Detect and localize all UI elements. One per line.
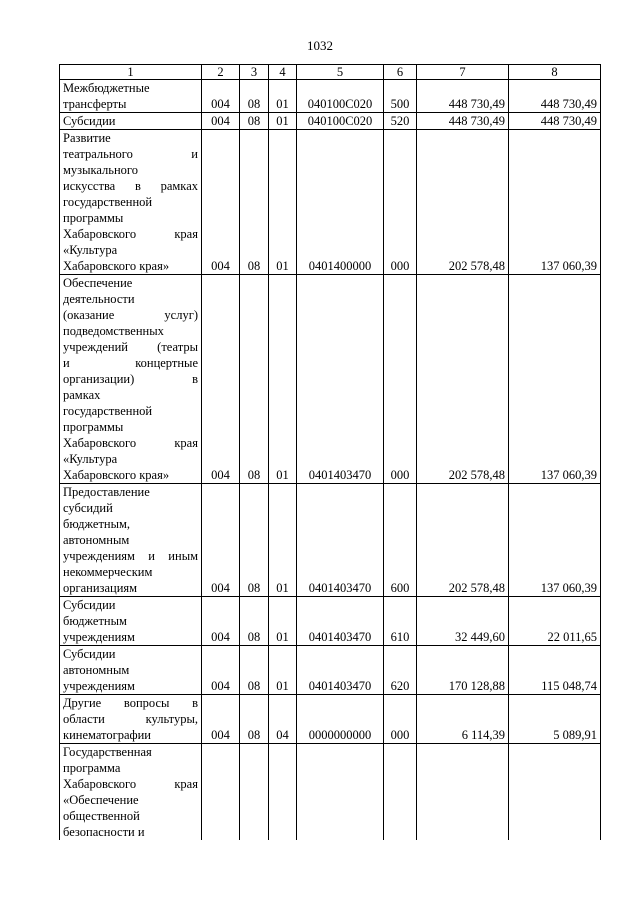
row-name-line: «Культура xyxy=(63,243,118,257)
amount-col7-cell: 202 578,48 xyxy=(417,130,509,275)
subsection-code-cell: 01 xyxy=(269,275,297,484)
row-name-line: программа xyxy=(63,761,121,775)
amount-col8-cell: 5 089,91 xyxy=(509,695,601,744)
row-name-cell xyxy=(60,113,202,130)
amount-col8-cell: 137 060,39 xyxy=(509,275,601,484)
section-code-cell: 08 xyxy=(240,597,269,646)
row-name-cell xyxy=(60,597,202,646)
header-cell: 2 xyxy=(202,65,240,80)
row-name-line: музыкального xyxy=(63,163,138,177)
amount-col7-cell: 32 449,60 xyxy=(417,597,509,646)
row-name-line: искусства в рамках xyxy=(63,179,198,193)
amount-col8-cell: 137 060,39 xyxy=(509,484,601,597)
row-name-line: Предоставление xyxy=(63,485,150,499)
table-row xyxy=(60,275,601,484)
row-name-line: учреждениям xyxy=(63,630,135,644)
row-name-line: автономным xyxy=(63,533,130,547)
row-name-line: организациям xyxy=(63,581,138,595)
subsection-code-cell: 01 xyxy=(269,597,297,646)
row-name-line: учреждениям и иным xyxy=(63,549,198,563)
page-number: 1032 xyxy=(307,38,333,53)
row-name-cell xyxy=(60,744,202,841)
section-code-cell xyxy=(240,744,269,841)
table-row xyxy=(60,113,601,130)
row-name-line: рамках xyxy=(63,388,101,402)
row-name-line: Межбюджетные xyxy=(63,81,150,95)
expense-type-cell: 000 xyxy=(384,275,417,484)
row-name-line: Государственная xyxy=(63,745,152,759)
ministry-code-cell: 004 xyxy=(202,695,240,744)
amount-col7-cell: 6 114,39 xyxy=(417,695,509,744)
table-body xyxy=(60,80,601,841)
subsection-code-cell: 01 xyxy=(269,130,297,275)
ministry-code-cell: 004 xyxy=(202,80,240,113)
subsection-code-cell xyxy=(269,744,297,841)
row-name-line: бюджетным, xyxy=(63,517,131,531)
row-name-cell xyxy=(60,484,202,597)
row-name-line: некоммерческим xyxy=(63,565,153,579)
row-name-line: области культуры, xyxy=(63,712,198,726)
table-row xyxy=(60,130,601,275)
amount-col7-cell: 448 730,49 xyxy=(417,113,509,130)
row-name-line: Субсидии xyxy=(63,647,116,661)
ministry-code-cell: 004 xyxy=(202,275,240,484)
section-code-cell: 08 xyxy=(240,275,269,484)
row-name-line: программы xyxy=(63,211,124,225)
target-article-cell: 0000000000 xyxy=(297,695,384,744)
section-code-cell: 08 xyxy=(240,80,269,113)
row-name-line: «Культура xyxy=(63,452,118,466)
amount-col7-cell: 202 578,48 xyxy=(417,484,509,597)
section-code-cell: 08 xyxy=(240,695,269,744)
expense-type-cell: 600 xyxy=(384,484,417,597)
subsection-code-cell: 01 xyxy=(269,484,297,597)
row-name-cell xyxy=(60,695,202,744)
expense-type-cell: 610 xyxy=(384,597,417,646)
expense-type-cell: 000 xyxy=(384,695,417,744)
header-row xyxy=(60,65,601,80)
row-name-line: общественной xyxy=(63,809,140,823)
target-article-cell: 040100С020 xyxy=(297,113,384,130)
row-name-line: бюджетным xyxy=(63,614,127,628)
header-cell: 1 xyxy=(60,65,202,80)
subsection-code-cell: 01 xyxy=(269,80,297,113)
row-name-line: Субсидии xyxy=(63,598,116,612)
header-cell: 3 xyxy=(240,65,269,80)
target-article-cell: 0401400000 xyxy=(297,130,384,275)
amount-col7-cell: 448 730,49 xyxy=(417,80,509,113)
row-name-line: Хабаровского края» xyxy=(63,259,170,273)
row-name-line: Другие вопросы в xyxy=(63,696,198,710)
ministry-code-cell: 004 xyxy=(202,130,240,275)
amount-col8-cell: 22 011,65 xyxy=(509,597,601,646)
amount-col8-cell: 448 730,49 xyxy=(509,80,601,113)
ministry-code-cell: 004 xyxy=(202,113,240,130)
row-name-cell xyxy=(60,275,202,484)
budget-table xyxy=(59,64,601,840)
subsection-code-cell: 04 xyxy=(269,695,297,744)
row-name-line: Хабаровского края xyxy=(63,777,198,791)
row-name-line: субсидий xyxy=(63,501,113,515)
amount-col7-cell xyxy=(417,744,509,841)
target-article-cell: 0401403470 xyxy=(297,275,384,484)
row-name-line: государственной xyxy=(63,404,153,418)
expense-type-cell: 500 xyxy=(384,80,417,113)
target-article-cell: 0401403470 xyxy=(297,597,384,646)
row-name-line: учреждениям xyxy=(63,679,135,693)
row-name-line: кинематографии xyxy=(63,728,152,742)
header-cell: 5 xyxy=(297,65,384,80)
row-name-line: Хабаровского края xyxy=(63,227,198,241)
expense-type-cell: 520 xyxy=(384,113,417,130)
row-name-line: Субсидии xyxy=(63,114,116,128)
target-article-cell: 0401403470 xyxy=(297,484,384,597)
row-name-line: автономным xyxy=(63,663,130,677)
row-name-line: учреждений (театры xyxy=(63,340,198,354)
row-name-cell xyxy=(60,646,202,695)
amount-col8-cell: 137 060,39 xyxy=(509,130,601,275)
expense-type-cell: 000 xyxy=(384,130,417,275)
section-code-cell: 08 xyxy=(240,646,269,695)
section-code-cell: 08 xyxy=(240,130,269,275)
row-name-line: Развитие xyxy=(63,131,111,145)
row-name-cell xyxy=(60,130,202,275)
row-name-line: трансферты xyxy=(63,97,127,111)
amount-col8-cell: 115 048,74 xyxy=(509,646,601,695)
ministry-code-cell: 004 xyxy=(202,597,240,646)
row-name-line: деятельности xyxy=(63,292,135,306)
row-name-line: государственной xyxy=(63,195,153,209)
row-name-line: организации) в xyxy=(63,372,198,386)
ministry-code-cell xyxy=(202,744,240,841)
table-row xyxy=(60,80,601,113)
subsection-code-cell: 01 xyxy=(269,646,297,695)
ministry-code-cell: 004 xyxy=(202,484,240,597)
header-cell: 7 xyxy=(417,65,509,80)
row-name-line: Обеспечение xyxy=(63,276,133,290)
header-cell: 6 xyxy=(384,65,417,80)
amount-col8-cell xyxy=(509,744,601,841)
expense-type-cell: 620 xyxy=(384,646,417,695)
header-cell: 8 xyxy=(509,65,601,80)
row-name-line: Хабаровского края» xyxy=(63,468,170,482)
table-row xyxy=(60,484,601,597)
amount-col8-cell: 448 730,49 xyxy=(509,113,601,130)
row-name-line: подведомственных xyxy=(63,324,164,338)
table-row xyxy=(60,695,601,744)
table-row xyxy=(60,597,601,646)
amount-col7-cell: 202 578,48 xyxy=(417,275,509,484)
header-cell: 4 xyxy=(269,65,297,80)
row-name-line: театрального и xyxy=(63,147,198,161)
ministry-code-cell: 004 xyxy=(202,646,240,695)
section-code-cell: 08 xyxy=(240,484,269,597)
section-code-cell: 08 xyxy=(240,113,269,130)
target-article-cell xyxy=(297,744,384,841)
row-name-line: «Обеспечение xyxy=(63,793,139,807)
row-name-line: программы xyxy=(63,420,124,434)
table-row xyxy=(60,744,601,841)
target-article-cell: 040100С020 xyxy=(297,80,384,113)
target-article-cell: 0401403470 xyxy=(297,646,384,695)
table-row xyxy=(60,646,601,695)
row-name-line: безопасности и xyxy=(63,825,145,839)
row-name-line: Хабаровского края xyxy=(63,436,198,450)
subsection-code-cell: 01 xyxy=(269,113,297,130)
amount-col7-cell: 170 128,88 xyxy=(417,646,509,695)
row-name-line: и концертные xyxy=(63,356,198,370)
expense-type-cell xyxy=(384,744,417,841)
row-name-line: (оказание услуг) xyxy=(63,308,198,322)
row-name-cell xyxy=(60,80,202,113)
